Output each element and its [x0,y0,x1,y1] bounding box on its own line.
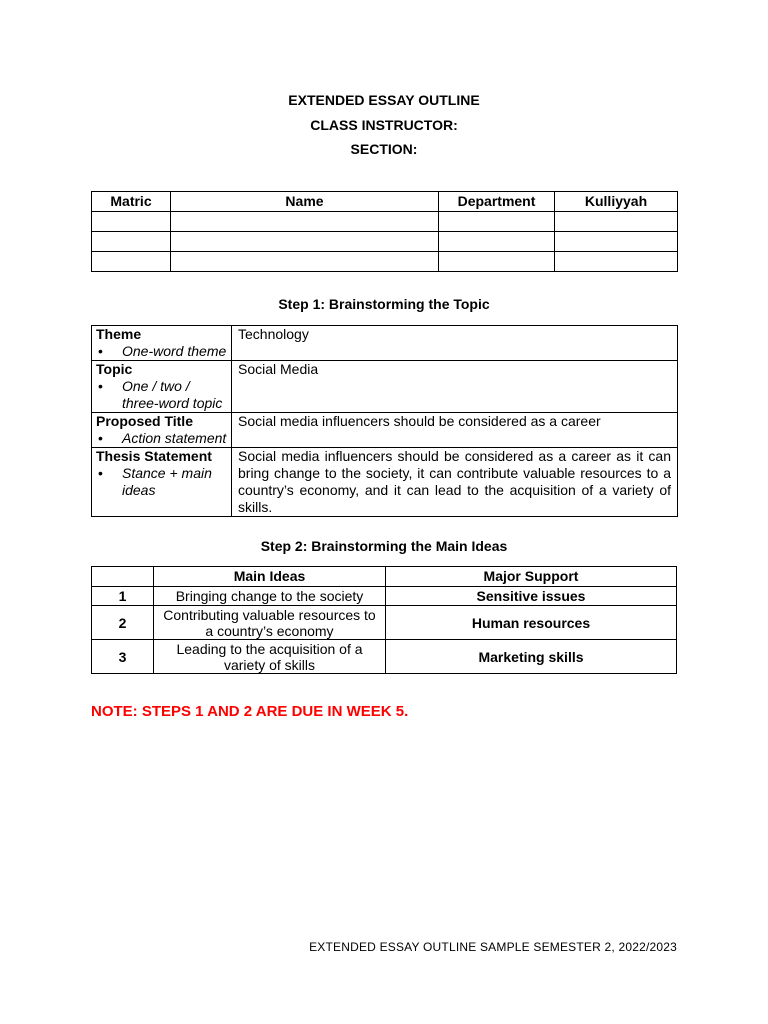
row-label: Proposed Title [96,413,193,429]
label-cell [92,326,232,361]
column-header-main-ideas: Main Ideas [154,567,386,587]
main-idea-cell: Bringing change to the society [154,587,386,606]
row-label: Thesis Statement [96,448,212,464]
bullet-icon: • [98,430,103,446]
column-header-kulliyyah: Kulliyyah [555,192,678,212]
empty-cell [92,212,171,232]
table-row [92,252,678,272]
major-support-cell: Marketing skills [386,640,677,674]
empty-cell [439,232,555,252]
student-table [91,191,678,272]
empty-cell [555,232,678,252]
table-row [92,361,678,413]
row-sublabel: • Action statement [98,430,227,446]
bullet-icon: • [98,343,103,359]
main-idea-cell: Leading to the acquisition of a variety of skills [154,640,386,674]
value-cell: Social media influencers should be considered as a career as it can bring change to the society, it can contribute valuable resources to a country’s economy, and it can lead to the acquisition of a variety of skills. [232,448,678,517]
bullet-icon: • [98,378,103,394]
step2-title: Step 2: Brainstorming the Main Ideas [260,538,508,554]
value-cell: Technology [232,326,678,361]
table-row [92,232,678,252]
empty-cell [92,232,171,252]
document-title: EXTENDED ESSAY OUTLINE [288,92,480,108]
column-header-name: Name [171,192,439,212]
major-support-cell: Human resources [386,606,677,640]
section-label: SECTION: [350,141,418,157]
row-label: Topic [96,361,133,377]
bullet-icon: • [98,465,103,481]
empty-cell [439,212,555,232]
page-footer: EXTENDED ESSAY OUTLINE SAMPLE SEMESTER 2, 2022/2023 [309,940,677,954]
row-sublabel: • One-word theme [98,343,227,359]
class-instructor-label: CLASS INSTRUCTOR: [310,117,458,133]
table-row [92,448,678,517]
step1-table [91,325,678,517]
empty-cell [92,252,171,272]
empty-cell [555,252,678,272]
row-sublabel: • Stance + main ideas [98,465,212,498]
column-header-department: Department [439,192,555,212]
column-header-major-support: Major Support [386,567,677,587]
value-cell: Social Media [232,361,678,413]
main-idea-cell: Contributing valuable resources to a country’s economy [154,606,386,640]
empty-cell [171,232,439,252]
table-row [92,606,677,640]
table-row [92,212,678,232]
table-row [92,326,678,361]
column-header-number [92,567,154,587]
due-note: NOTE: STEPS 1 AND 2 ARE DUE IN WEEK 5. [91,703,409,720]
value-cell: Social media influencers should be considered as a career [232,413,678,448]
step2-table [91,566,677,674]
label-cell [92,413,232,448]
empty-cell [171,252,439,272]
major-support-cell: Sensitive issues [386,587,677,606]
empty-cell [171,212,439,232]
row-number: 1 [92,587,154,606]
column-header-matric: Matric [92,192,171,212]
step2-table-header [92,567,677,587]
table-row [92,587,677,606]
row-label: Theme [96,326,142,342]
table-row [92,413,678,448]
step1-title: Step 1: Brainstorming the Topic [278,296,490,312]
table-row [92,640,677,674]
row-number: 3 [92,640,154,674]
row-number: 2 [92,606,154,640]
student-table-header [92,192,678,212]
empty-cell [439,252,555,272]
label-cell [92,361,232,413]
empty-cell [555,212,678,232]
row-sublabel: • One / two / three-word topic [98,378,223,411]
label-cell [92,448,232,517]
